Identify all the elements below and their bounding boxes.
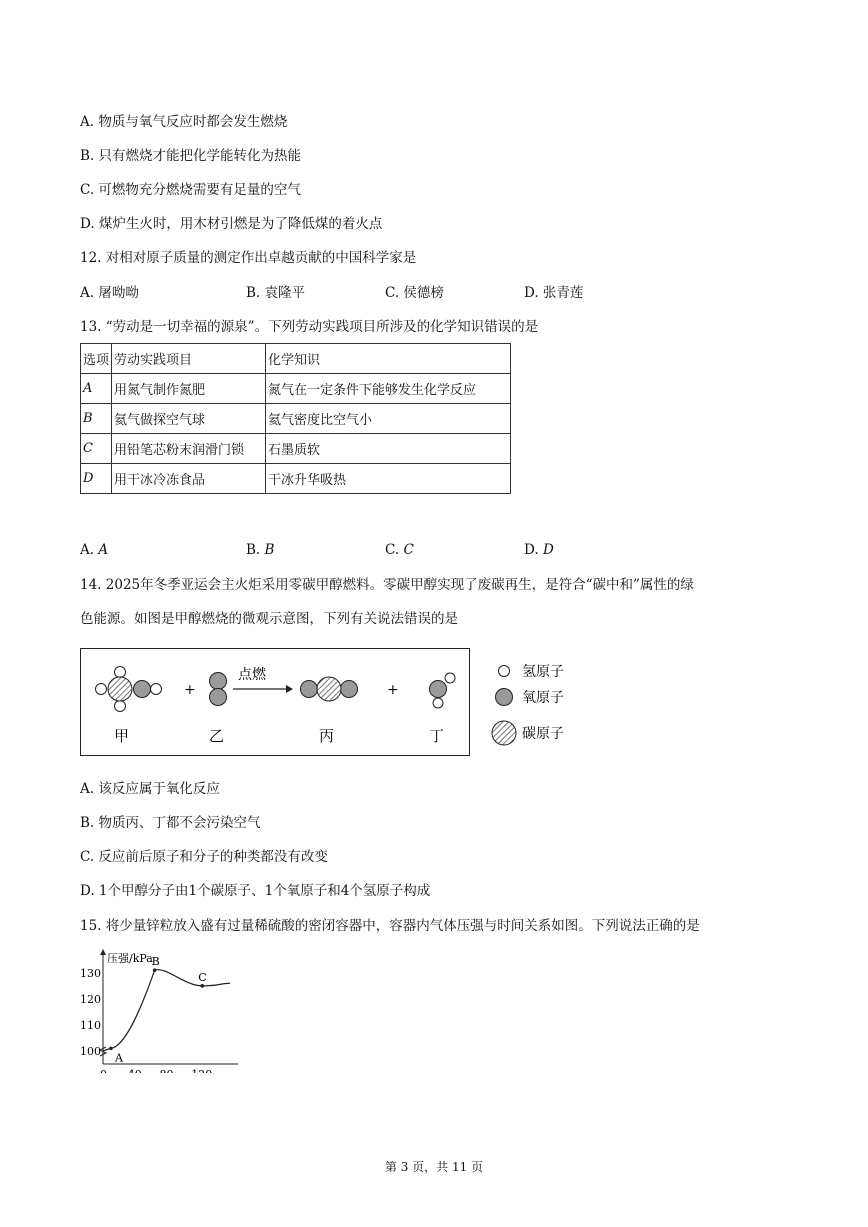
table-cell: 氦气做探空气球 [112, 404, 266, 434]
q13-option-d: D. D [524, 542, 554, 558]
co2-molecule [301, 677, 358, 701]
q14-option-d: D. 1个甲醇分子由1个碳原子、1个氧原子和4个氢原子构成 [80, 883, 431, 899]
table-cell: D [81, 464, 112, 494]
table-cell: 用氮气制作氮肥 [112, 374, 266, 404]
table-cell: 用铅笔芯粉末润滑门锁 [112, 434, 266, 464]
q14-option-c: C. 反应前后原子和分子的种类都没有改变 [80, 849, 328, 865]
diagram-legend [490, 655, 610, 755]
arrow-head [286, 685, 293, 693]
oxygen-atom-icon [496, 689, 513, 706]
table-cell: 氮气在一定条件下能够发生化学反应 [266, 374, 511, 404]
q11-option-c: C. 可燃物充分燃烧需要有足量的空气 [80, 182, 301, 198]
point-label-c: C [198, 970, 207, 984]
plus-sign-2: + [387, 682, 399, 698]
x-tick-label [128, 1068, 142, 1073]
q13-option-b: B. B [246, 542, 275, 558]
reaction-svg [81, 649, 471, 757]
y-tick-label: 120 [80, 992, 101, 1006]
reaction-diagram [80, 648, 470, 756]
q12-stem: 12. 对相对原子质量的测定作出卓越贡献的中国科学家是 [80, 250, 417, 266]
legend-hydrogen: 氢原子 [522, 664, 564, 680]
label-jia: 甲 [114, 727, 130, 745]
pressure-curve [103, 970, 230, 1051]
y-axis-label: 压强/kPa [107, 952, 153, 965]
table-header-cell: 化学知识 [266, 344, 511, 374]
point-a [109, 1047, 113, 1051]
y-tick-label: 110 [80, 1018, 101, 1032]
q11-option-d: D. 煤炉生火时，用木材引燃是为了降低煤的着火点 [80, 216, 383, 232]
table-cell: A [81, 374, 112, 404]
q15-stem: 15. 将少量锌粒放入盛有过量稀硫酸的密闭容器中，容器内气体压强与时间关系如图。下列说法正确的是 [80, 918, 700, 934]
table-row [81, 404, 511, 434]
q13-table [80, 343, 511, 494]
label-yi: 乙 [209, 727, 225, 745]
table-cell: B [81, 404, 112, 434]
point-c [200, 984, 204, 988]
y-tick-label: 130 [80, 966, 101, 980]
point-b [153, 968, 157, 972]
label-ding: 丁 [429, 727, 445, 745]
table-header-cell: 选项 [81, 344, 112, 374]
table-row [81, 374, 511, 404]
table-cell: 石墨质软 [266, 434, 511, 464]
q14-stem-line1: 14. 2025年冬季亚运会主火炬采用零碳甲醇燃料。零碳甲醇实现了废碳再生，是符合“碳中和”属性的绿 [80, 577, 694, 593]
legend-oxygen: 氧原子 [522, 690, 564, 706]
x-tick-label [100, 1068, 107, 1073]
tick-labels [80, 967, 212, 1073]
legend-carbon: 碳原子 [522, 726, 564, 742]
table-cell: 干冰升华吸热 [266, 464, 511, 494]
pressure-time-graph [80, 948, 280, 1073]
table-cell: 氦气密度比空气小 [266, 404, 511, 434]
q13-stem: 13. “劳动是一切幸福的源泉”。下列劳动实践项目所涉及的化学知识错误的是 [80, 319, 539, 335]
y-tick-label: 100 [80, 1044, 101, 1058]
table-cell: C [81, 434, 112, 464]
q13-option-a: A. A [80, 542, 109, 558]
q14-stem-line2: 色能源。如图是甲醇燃烧的微观示意图，下列有关说法错误的是 [80, 611, 458, 627]
carbon-atom-icon [492, 721, 516, 745]
legend-svg [490, 655, 610, 755]
point-label-a: A [114, 1051, 123, 1065]
q14-option-b: B. 物质丙、丁都不会污染空气 [80, 815, 261, 831]
table-row [81, 464, 511, 494]
q12-option-c: C. 侯德榜 [385, 285, 444, 301]
table-row [81, 434, 511, 464]
oxygen-molecule [210, 673, 227, 706]
water-molecule [430, 673, 456, 708]
x-tick-label [160, 1068, 174, 1073]
point-markers [109, 955, 207, 1064]
q12-option-a: A. 屠呦呦 [80, 285, 139, 301]
table-header-row [81, 344, 511, 374]
point-label-b: B [151, 955, 160, 969]
table-header-cell: 劳动实践项目 [112, 344, 266, 374]
table-cell: 用干冰冷冻食品 [112, 464, 266, 494]
label-bing: 丙 [319, 727, 335, 745]
q12-option-d: D. 张青莲 [524, 285, 584, 301]
x-tick-label [191, 1068, 212, 1073]
chart-svg [80, 948, 280, 1073]
q11-option-a: A. 物质与氧气反应时都会发生燃烧 [80, 114, 288, 130]
plus-sign-1: + [184, 682, 196, 698]
q13-option-c: C. C [385, 542, 414, 558]
q11-option-b: B. 只有燃烧才能把化学能转化为热能 [80, 148, 302, 164]
hydrogen-atom-icon [499, 666, 510, 677]
arrow-label: 点燃 [238, 667, 266, 683]
q14-option-a: A. 该反应属于氧化反应 [80, 781, 220, 797]
page-footer: 第 3 页，共 11 页 [384, 1160, 484, 1174]
methanol-molecule [96, 667, 162, 712]
q12-option-b: B. 袁隆平 [246, 285, 306, 301]
